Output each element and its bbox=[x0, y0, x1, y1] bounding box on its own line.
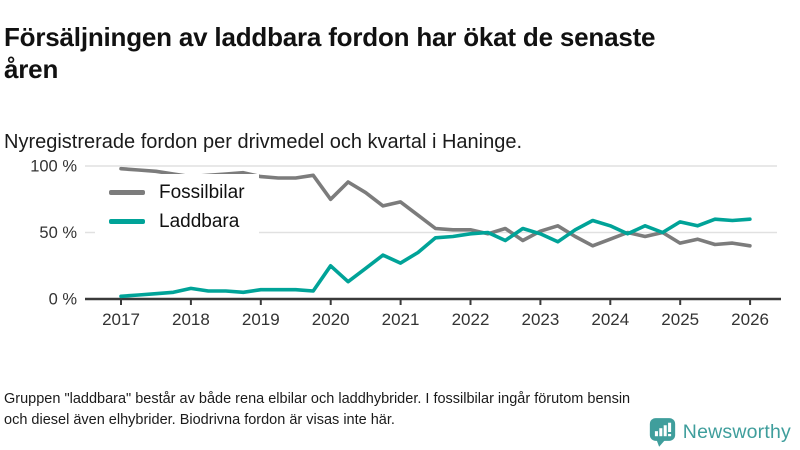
chart-legend bbox=[95, 174, 259, 240]
fossilbilar-line-swatch-icon bbox=[109, 190, 145, 195]
footnote-line1: Gruppen "laddbara" består av både rena elbilar och laddhybrider. I fossilbilar ingår förutom bensin bbox=[4, 390, 631, 407]
x-axis-label: 2024 bbox=[591, 310, 630, 329]
x-axis-label: 2021 bbox=[381, 310, 420, 329]
y-axis-label: 50 % bbox=[39, 224, 77, 242]
footnote-line2: och diesel även elhybrider. Biodrivna fordon är visas inte här. bbox=[4, 412, 395, 429]
y-axis-label: 100 % bbox=[30, 157, 77, 176]
page-subtitle: Nyregistrerade fordon per drivmedel och kvartal i Haninge. bbox=[4, 131, 523, 153]
page-title-line2: åren bbox=[4, 54, 59, 85]
x-axis-label: 2017 bbox=[102, 310, 140, 329]
page-title bbox=[4, 22, 655, 85]
x-axis-label: 2019 bbox=[241, 310, 280, 329]
x-axis-label: 2022 bbox=[451, 310, 490, 329]
brand[interactable] bbox=[649, 417, 791, 447]
chart-area bbox=[0, 146, 800, 332]
page-title-line1: Försäljningen av laddbara fordon har ökat de senaste bbox=[4, 22, 656, 53]
x-axis-label: 2023 bbox=[521, 310, 560, 329]
legend-item-laddbara bbox=[109, 208, 245, 235]
laddbara-line-swatch-icon bbox=[109, 219, 145, 224]
x-axis-label: 2026 bbox=[731, 310, 770, 329]
legend-label: Fossilbilar bbox=[159, 181, 245, 203]
newsworthy-icon bbox=[649, 417, 676, 447]
brand-name: Newsworthy bbox=[682, 420, 791, 443]
x-axis-label: 2025 bbox=[661, 310, 700, 329]
x-axis-label: 2018 bbox=[171, 310, 210, 329]
legend-label: Laddbara bbox=[159, 210, 240, 232]
y-axis-label: 0 % bbox=[48, 290, 77, 309]
x-axis-label: 2020 bbox=[311, 310, 350, 329]
legend-item-fossilbilar bbox=[109, 179, 245, 206]
